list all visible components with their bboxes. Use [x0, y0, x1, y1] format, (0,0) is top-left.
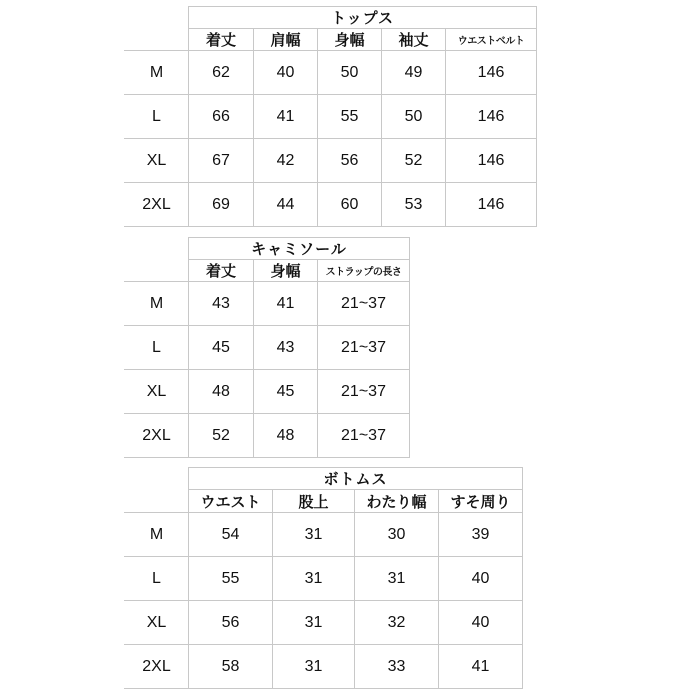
- table-cell: 21~37: [318, 414, 410, 458]
- size-label: L: [125, 326, 189, 370]
- table-cell: 31: [355, 557, 439, 601]
- table-row: [125, 326, 410, 370]
- table-cell: 45: [189, 326, 254, 370]
- table-cell: 62: [189, 51, 254, 95]
- size-label: XL: [125, 601, 189, 645]
- table-cell: 146: [446, 95, 537, 139]
- table-cell: 21~37: [318, 282, 410, 326]
- column-header: ストラップの長さ: [318, 260, 410, 282]
- column-header: ウエストベルト: [446, 29, 537, 51]
- table-row: [125, 282, 410, 326]
- column-header: わたり幅: [355, 490, 439, 513]
- table-cell: 146: [446, 51, 537, 95]
- camisole-title: キャミソール: [189, 238, 410, 260]
- table-row: [125, 601, 523, 645]
- table-cell: 58: [189, 645, 273, 689]
- table-cell: 40: [439, 557, 523, 601]
- bottoms-size-table: [124, 467, 523, 689]
- corner-cell: [125, 260, 189, 282]
- table-cell: 48: [254, 414, 318, 458]
- table-cell: 60: [318, 183, 382, 227]
- size-label: 2XL: [125, 414, 189, 458]
- table-cell: 31: [273, 557, 355, 601]
- size-label: 2XL: [125, 183, 189, 227]
- size-label: M: [125, 51, 189, 95]
- size-label: XL: [125, 370, 189, 414]
- table-row: [125, 513, 523, 557]
- bottoms-title: ボトムス: [189, 468, 523, 490]
- size-label: L: [125, 95, 189, 139]
- table-row: [125, 645, 523, 689]
- table-cell: 31: [273, 645, 355, 689]
- table-row: [125, 557, 523, 601]
- table-cell: 42: [254, 139, 318, 183]
- size-label: XL: [125, 139, 189, 183]
- table-cell: 56: [318, 139, 382, 183]
- table-row: [125, 51, 537, 95]
- column-header: 股上: [273, 490, 355, 513]
- table-row: [125, 95, 537, 139]
- table-cell: 21~37: [318, 370, 410, 414]
- size-label: 2XL: [125, 645, 189, 689]
- table-cell: 146: [446, 183, 537, 227]
- table-cell: 48: [189, 370, 254, 414]
- table-row: [125, 414, 410, 458]
- table-cell: 56: [189, 601, 273, 645]
- table-cell: 33: [355, 645, 439, 689]
- table-row: [125, 139, 537, 183]
- table-cell: 41: [254, 282, 318, 326]
- column-header: すそ周り: [439, 490, 523, 513]
- size-label: M: [125, 282, 189, 326]
- table-cell: 39: [439, 513, 523, 557]
- table-row: [125, 183, 537, 227]
- column-header: 着丈: [189, 29, 254, 51]
- corner-cell: [125, 238, 189, 260]
- column-header: 身幅: [318, 29, 382, 51]
- table-cell: 32: [355, 601, 439, 645]
- size-label: L: [125, 557, 189, 601]
- table-cell: 31: [273, 601, 355, 645]
- corner-cell: [125, 7, 189, 29]
- table-cell: 52: [189, 414, 254, 458]
- column-header: ウエスト: [189, 490, 273, 513]
- corner-cell: [125, 490, 189, 513]
- table-cell: 69: [189, 183, 254, 227]
- column-header: 身幅: [254, 260, 318, 282]
- table-cell: 55: [318, 95, 382, 139]
- tops-size-table: [124, 6, 537, 227]
- table-cell: 44: [254, 183, 318, 227]
- table-cell: 40: [254, 51, 318, 95]
- corner-cell: [125, 29, 189, 51]
- size-label: M: [125, 513, 189, 557]
- camisole-size-table: [124, 237, 410, 458]
- table-cell: 50: [318, 51, 382, 95]
- column-header: 肩幅: [254, 29, 318, 51]
- table-cell: 31: [273, 513, 355, 557]
- column-header: 着丈: [189, 260, 254, 282]
- table-cell: 41: [254, 95, 318, 139]
- table-cell: 41: [439, 645, 523, 689]
- table-cell: 49: [382, 51, 446, 95]
- table-cell: 52: [382, 139, 446, 183]
- table-cell: 55: [189, 557, 273, 601]
- corner-cell: [125, 468, 189, 490]
- table-cell: 43: [254, 326, 318, 370]
- table-cell: 30: [355, 513, 439, 557]
- column-header: 袖丈: [382, 29, 446, 51]
- table-cell: 43: [189, 282, 254, 326]
- table-cell: 21~37: [318, 326, 410, 370]
- table-row: [125, 370, 410, 414]
- table-cell: 53: [382, 183, 446, 227]
- tops-title: トップス: [189, 7, 537, 29]
- table-cell: 50: [382, 95, 446, 139]
- table-cell: 146: [446, 139, 537, 183]
- table-cell: 67: [189, 139, 254, 183]
- table-cell: 45: [254, 370, 318, 414]
- table-cell: 40: [439, 601, 523, 645]
- table-cell: 66: [189, 95, 254, 139]
- table-cell: 54: [189, 513, 273, 557]
